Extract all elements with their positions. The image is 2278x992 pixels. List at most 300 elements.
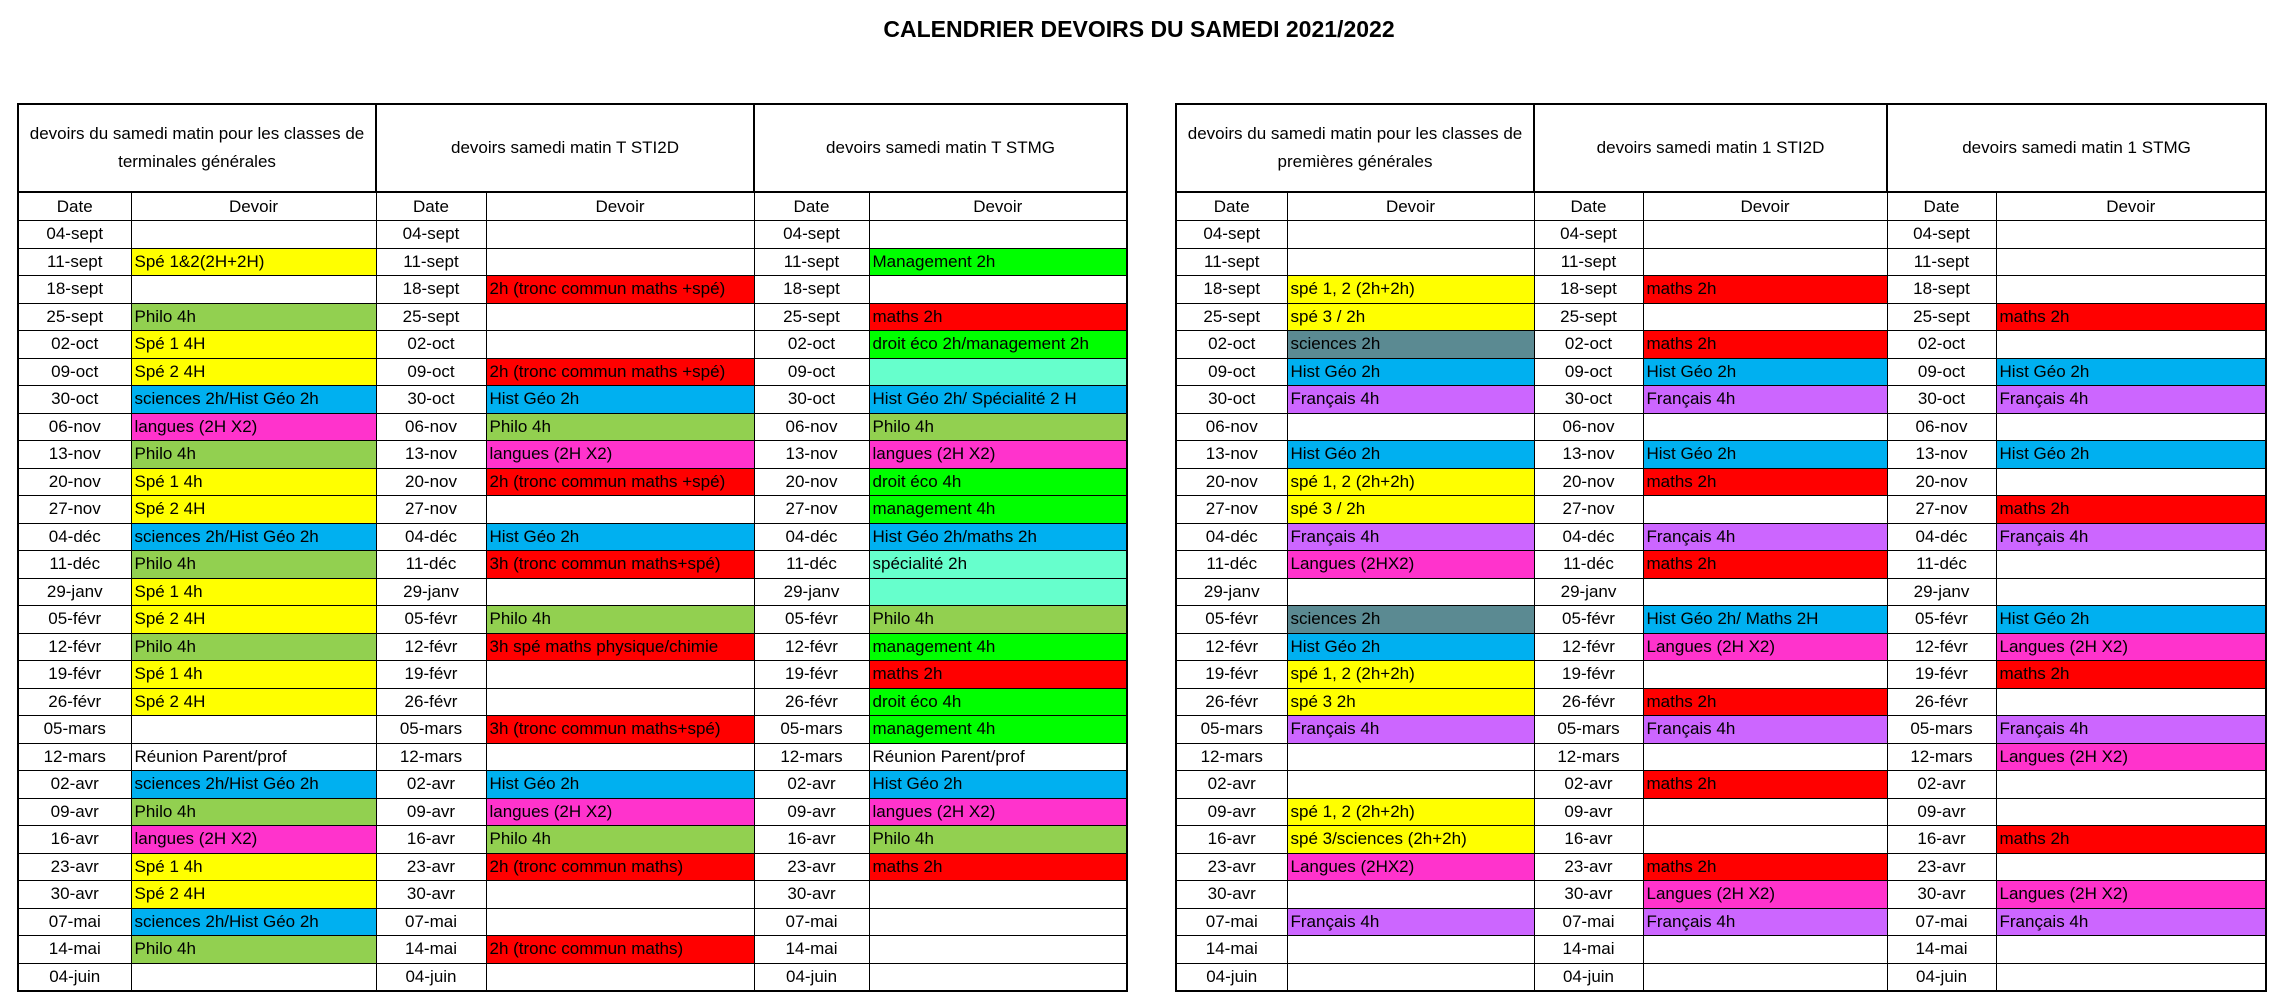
date-cell: 09-oct (1534, 358, 1643, 386)
date-cell: 11-déc (1887, 551, 1996, 579)
table-row (18, 468, 1127, 496)
devoir-cell (1287, 771, 1534, 799)
table-row (1176, 908, 2266, 936)
table-row (18, 331, 1127, 359)
date-cell: 12-févr (376, 633, 486, 661)
date-cell: 04-sept (1887, 221, 1996, 249)
devoir-cell: Spé 1 4H (131, 331, 376, 359)
date-cell: 07-mai (18, 908, 131, 936)
devoir-cell (869, 578, 1127, 606)
date-cell: 14-mai (1887, 936, 1996, 964)
date-cell: 25-sept (376, 303, 486, 331)
column-header-row (18, 192, 1127, 221)
date-cell: 20-nov (754, 468, 869, 496)
date-cell: 11-déc (376, 551, 486, 579)
date-cell: 27-nov (1887, 496, 1996, 524)
devoir-cell: spé 1, 2 (2h+2h) (1287, 798, 1534, 826)
devoir-cell: 2h (tronc commun maths) (486, 853, 754, 881)
devoir-cell: Philo 4h (131, 798, 376, 826)
devoir-cell: Philo 4h (131, 633, 376, 661)
column-header-devoir: Devoir (131, 192, 376, 221)
devoir-cell (1996, 413, 2266, 441)
date-cell: 04-juin (754, 963, 869, 991)
date-cell: 25-sept (754, 303, 869, 331)
table-row (18, 578, 1127, 606)
devoir-cell: droit éco 4h (869, 468, 1127, 496)
date-cell: 11-sept (1534, 248, 1643, 276)
premieres-calendar-table (1175, 103, 2267, 992)
date-cell: 30-avr (1534, 881, 1643, 909)
table-row (1176, 413, 2266, 441)
date-cell: 11-déc (754, 551, 869, 579)
table-row (18, 358, 1127, 386)
date-cell: 04-déc (1534, 523, 1643, 551)
date-cell: 26-févr (18, 688, 131, 716)
table-row (1176, 221, 2266, 249)
devoir-cell: Français 4h (1287, 386, 1534, 414)
date-cell: 25-sept (1176, 303, 1287, 331)
devoir-cell: Hist Géo 2h/ Spécialité 2 H (869, 386, 1127, 414)
date-cell: 30-oct (1887, 386, 1996, 414)
devoir-cell: spé 3 / 2h (1287, 303, 1534, 331)
devoir-cell (1287, 248, 1534, 276)
table-row (1176, 496, 2266, 524)
date-cell: 11-sept (1176, 248, 1287, 276)
devoir-cell: spé 3/sciences (2h+2h) (1287, 826, 1534, 854)
devoir-cell (486, 661, 754, 689)
date-cell: 27-nov (754, 496, 869, 524)
date-cell: 04-sept (1176, 221, 1287, 249)
date-cell: 02-avr (18, 771, 131, 799)
devoir-cell: maths 2h (1996, 496, 2266, 524)
date-cell: 30-avr (18, 881, 131, 909)
devoir-cell (486, 221, 754, 249)
date-cell: 02-oct (18, 331, 131, 359)
column-header-date: Date (1534, 192, 1643, 221)
devoir-cell: sciences 2h/Hist Géo 2h (131, 771, 376, 799)
devoir-cell: Langues (2H X2) (1643, 633, 1887, 661)
date-cell: 30-avr (754, 881, 869, 909)
group-header-1-stmg: devoirs samedi matin 1 STMG (1887, 104, 2266, 192)
date-cell: 02-oct (1534, 331, 1643, 359)
date-cell: 04-sept (1534, 221, 1643, 249)
date-cell: 02-oct (376, 331, 486, 359)
date-cell: 05-mars (1887, 716, 1996, 744)
date-cell: 04-déc (1887, 523, 1996, 551)
column-header-devoir: Devoir (1643, 192, 1887, 221)
devoir-cell: spé 1, 2 (2h+2h) (1287, 276, 1534, 304)
table-row (1176, 248, 2266, 276)
date-cell: 12-févr (1887, 633, 1996, 661)
date-cell: 27-nov (1176, 496, 1287, 524)
date-cell: 11-déc (1534, 551, 1643, 579)
date-cell: 23-avr (18, 853, 131, 881)
table-row (1176, 578, 2266, 606)
devoir-cell (1643, 578, 1887, 606)
date-cell: 14-mai (1176, 936, 1287, 964)
devoir-cell: Hist Géo 2h (1643, 441, 1887, 469)
devoir-cell: Spé 2 4H (131, 606, 376, 634)
date-cell: 26-févr (1887, 688, 1996, 716)
devoir-cell (1996, 551, 2266, 579)
date-cell: 29-janv (1176, 578, 1287, 606)
date-cell: 29-janv (376, 578, 486, 606)
date-cell: 12-févr (754, 633, 869, 661)
date-cell: 07-mai (1534, 908, 1643, 936)
date-cell: 09-oct (1887, 358, 1996, 386)
date-cell: 04-déc (754, 523, 869, 551)
devoir-cell: 2h (tronc commun maths +spé) (486, 468, 754, 496)
date-cell: 26-févr (1176, 688, 1287, 716)
table-row (1176, 386, 2266, 414)
date-cell: 12-mars (1887, 743, 1996, 771)
devoir-cell (1996, 221, 2266, 249)
table-row (18, 963, 1127, 991)
devoir-cell: Philo 4h (131, 936, 376, 964)
terminales-calendar-body (18, 221, 1127, 992)
date-cell: 04-juin (1176, 963, 1287, 991)
group-header-t-sti2d: devoirs samedi matin T STI2D (376, 104, 754, 192)
date-cell: 13-nov (18, 441, 131, 469)
date-cell: 07-mai (754, 908, 869, 936)
date-cell: 04-sept (376, 221, 486, 249)
date-cell: 12-févr (1534, 633, 1643, 661)
table-row (1176, 441, 2266, 469)
date-cell: 05-févr (1534, 606, 1643, 634)
date-cell: 11-sept (754, 248, 869, 276)
date-cell: 20-nov (376, 468, 486, 496)
date-cell: 05-mars (18, 716, 131, 744)
devoir-cell (131, 276, 376, 304)
devoir-cell: spécialité 2h (869, 551, 1127, 579)
date-cell: 12-mars (376, 743, 486, 771)
column-header-row (1176, 192, 2266, 221)
devoir-cell: Philo 4h (131, 441, 376, 469)
date-cell: 06-nov (376, 413, 486, 441)
devoir-cell: Hist Géo 2h (1287, 441, 1534, 469)
date-cell: 04-sept (754, 221, 869, 249)
date-cell: 09-avr (18, 798, 131, 826)
date-cell: 14-mai (754, 936, 869, 964)
table-row (18, 826, 1127, 854)
date-cell: 05-févr (376, 606, 486, 634)
devoir-cell: sciences 2h (1287, 331, 1534, 359)
date-cell: 05-mars (1534, 716, 1643, 744)
date-cell: 30-avr (1176, 881, 1287, 909)
date-cell: 04-déc (18, 523, 131, 551)
table-row (1176, 881, 2266, 909)
devoir-cell: Français 4h (1287, 908, 1534, 936)
date-cell: 30-oct (1176, 386, 1287, 414)
table-row (18, 661, 1127, 689)
table-row (1176, 798, 2266, 826)
devoir-cell: langues (2H X2) (869, 441, 1127, 469)
date-cell: 06-nov (18, 413, 131, 441)
date-cell: 27-nov (1534, 496, 1643, 524)
devoir-cell: 2h (tronc commun maths) (486, 936, 754, 964)
table-row (1176, 551, 2266, 579)
date-cell: 11-déc (1176, 551, 1287, 579)
devoir-cell: maths 2h (869, 661, 1127, 689)
date-cell: 13-nov (1534, 441, 1643, 469)
devoir-cell (1643, 661, 1887, 689)
date-cell: 30-oct (1534, 386, 1643, 414)
date-cell: 27-nov (376, 496, 486, 524)
table-row (18, 303, 1127, 331)
devoir-cell: Langues (2HX2) (1287, 551, 1534, 579)
date-cell: 14-mai (376, 936, 486, 964)
date-cell: 26-févr (1534, 688, 1643, 716)
devoir-cell (486, 881, 754, 909)
devoir-cell: Français 4h (1287, 716, 1534, 744)
devoir-cell (869, 276, 1127, 304)
devoir-cell (869, 936, 1127, 964)
devoir-cell (1643, 413, 1887, 441)
devoir-cell: Hist Géo 2h (1996, 441, 2266, 469)
date-cell: 02-avr (1887, 771, 1996, 799)
devoir-cell: maths 2h (1643, 276, 1887, 304)
date-cell: 12-févr (18, 633, 131, 661)
devoir-cell: droit éco 4h (869, 688, 1127, 716)
date-cell: 04-sept (18, 221, 131, 249)
devoir-cell: Langues (2H X2) (1996, 743, 2266, 771)
table-row (1176, 743, 2266, 771)
date-cell: 13-nov (754, 441, 869, 469)
devoir-cell: Hist Géo 2h (1996, 358, 2266, 386)
table-row (1176, 936, 2266, 964)
date-cell: 11-sept (1887, 248, 1996, 276)
date-cell: 12-févr (1176, 633, 1287, 661)
date-cell: 16-avr (18, 826, 131, 854)
devoir-cell (869, 963, 1127, 991)
devoir-cell: spé 1, 2 (2h+2h) (1287, 468, 1534, 496)
devoir-cell: 2h (tronc commun maths +spé) (486, 276, 754, 304)
devoir-cell: sciences 2h/Hist Géo 2h (131, 523, 376, 551)
date-cell: 05-mars (754, 716, 869, 744)
table-row (18, 386, 1127, 414)
devoir-cell: management 4h (869, 716, 1127, 744)
date-cell: 02-oct (1176, 331, 1287, 359)
devoir-cell: 2h (tronc commun maths +spé) (486, 358, 754, 386)
devoir-cell: Spé 2 4H (131, 358, 376, 386)
premieres-calendar-body (1176, 221, 2266, 992)
devoir-cell (869, 881, 1127, 909)
devoir-cell: maths 2h (1643, 468, 1887, 496)
devoir-cell (1996, 936, 2266, 964)
devoir-cell: Philo 4h (131, 303, 376, 331)
date-cell: 18-sept (1887, 276, 1996, 304)
devoir-cell (1643, 303, 1887, 331)
date-cell: 23-avr (754, 853, 869, 881)
devoir-cell (1643, 221, 1887, 249)
table-row (18, 413, 1127, 441)
devoir-cell: maths 2h (1643, 331, 1887, 359)
table-row (18, 551, 1127, 579)
devoir-cell: Hist Géo 2h/ Maths 2H (1643, 606, 1887, 634)
date-cell: 05-févr (18, 606, 131, 634)
date-cell: 16-avr (1176, 826, 1287, 854)
devoir-cell (1643, 248, 1887, 276)
date-cell: 09-oct (1176, 358, 1287, 386)
date-cell: 06-nov (754, 413, 869, 441)
table-row (18, 688, 1127, 716)
devoir-cell (1996, 248, 2266, 276)
devoir-cell (1996, 963, 2266, 991)
devoir-cell (869, 221, 1127, 249)
column-header-date: Date (18, 192, 131, 221)
devoir-cell: sciences 2h (1287, 606, 1534, 634)
date-cell: 04-déc (1176, 523, 1287, 551)
devoir-cell (1643, 743, 1887, 771)
table-row (18, 908, 1127, 936)
devoir-cell: Philo 4h (486, 606, 754, 634)
devoir-cell: maths 2h (869, 303, 1127, 331)
group-header-row (18, 104, 1127, 192)
date-cell: 04-juin (376, 963, 486, 991)
table-row (18, 441, 1127, 469)
devoir-cell (1643, 936, 1887, 964)
devoir-cell: Philo 4h (869, 413, 1127, 441)
date-cell: 12-mars (754, 743, 869, 771)
devoir-cell: Spé 2 4H (131, 496, 376, 524)
group-header-terminales-generales: devoirs du samedi matin pour les classes de terminales générales (18, 104, 376, 192)
group-header-row (1176, 104, 2266, 192)
devoir-cell: maths 2h (1643, 853, 1887, 881)
devoir-cell: langues (2H X2) (486, 798, 754, 826)
devoir-cell (1996, 853, 2266, 881)
date-cell: 05-févr (754, 606, 869, 634)
date-cell: 05-mars (1176, 716, 1287, 744)
date-cell: 04-juin (18, 963, 131, 991)
devoir-cell: Philo 4h (131, 551, 376, 579)
column-header-date: Date (754, 192, 869, 221)
devoir-cell: Réunion Parent/prof (869, 743, 1127, 771)
table-row (18, 771, 1127, 799)
column-header-devoir: Devoir (1287, 192, 1534, 221)
date-cell: 25-sept (1887, 303, 1996, 331)
date-cell: 04-juin (1534, 963, 1643, 991)
date-cell: 26-févr (376, 688, 486, 716)
devoir-cell (486, 303, 754, 331)
devoir-cell: Spé 1 4h (131, 468, 376, 496)
devoir-cell: maths 2h (1643, 771, 1887, 799)
page-title: CALENDRIER DEVOIRS DU SAMEDI 2021/2022 (883, 16, 1395, 42)
devoir-cell: Hist Géo 2h (486, 386, 754, 414)
devoir-cell: Hist Géo 2h (869, 771, 1127, 799)
devoir-cell (1643, 826, 1887, 854)
table-row (18, 633, 1127, 661)
devoir-cell: Philo 4h (869, 606, 1127, 634)
date-cell: 18-sept (1176, 276, 1287, 304)
date-cell: 11-sept (18, 248, 131, 276)
devoir-cell: Philo 4h (486, 413, 754, 441)
date-cell: 20-nov (18, 468, 131, 496)
date-cell: 19-févr (1534, 661, 1643, 689)
date-cell: 30-avr (1887, 881, 1996, 909)
devoir-cell (486, 743, 754, 771)
date-cell: 07-mai (1176, 908, 1287, 936)
table-row (18, 523, 1127, 551)
devoir-cell: Spé 1 4h (131, 578, 376, 606)
devoir-cell (131, 716, 376, 744)
date-cell: 20-nov (1176, 468, 1287, 496)
table-row (18, 798, 1127, 826)
column-header-devoir: Devoir (1996, 192, 2266, 221)
devoir-cell (486, 688, 754, 716)
devoir-cell: Français 4h (1643, 716, 1887, 744)
devoir-cell: management 4h (869, 496, 1127, 524)
devoir-cell: Langues (2H X2) (1996, 633, 2266, 661)
table-row (18, 276, 1127, 304)
devoir-cell: langues (2H X2) (486, 441, 754, 469)
devoir-cell: Français 4h (1287, 523, 1534, 551)
devoir-cell: Français 4h (1996, 386, 2266, 414)
devoir-cell (1287, 578, 1534, 606)
devoir-cell: Français 4h (1996, 716, 2266, 744)
devoir-cell (1996, 798, 2266, 826)
devoir-cell: Hist Géo 2h (1643, 358, 1887, 386)
group-header-1-sti2d: devoirs samedi matin 1 STI2D (1534, 104, 1887, 192)
devoir-cell: Français 4h (1643, 908, 1887, 936)
group-header-t-stmg: devoirs samedi matin T STMG (754, 104, 1127, 192)
date-cell: 16-avr (1887, 826, 1996, 854)
table-row (18, 853, 1127, 881)
devoir-cell (1643, 496, 1887, 524)
devoir-cell (1996, 578, 2266, 606)
table-row (18, 221, 1127, 249)
table-row (18, 716, 1127, 744)
date-cell: 29-janv (1887, 578, 1996, 606)
devoir-cell: maths 2h (1643, 688, 1887, 716)
date-cell: 30-oct (376, 386, 486, 414)
date-cell: 29-janv (1534, 578, 1643, 606)
column-header-date: Date (1176, 192, 1287, 221)
date-cell: 30-avr (376, 881, 486, 909)
devoir-cell (869, 358, 1127, 386)
table-row (18, 606, 1127, 634)
devoir-cell: Management 2h (869, 248, 1127, 276)
date-cell: 09-avr (376, 798, 486, 826)
date-cell: 18-sept (18, 276, 131, 304)
devoir-cell: Philo 4h (486, 826, 754, 854)
column-header-devoir: Devoir (486, 192, 754, 221)
date-cell: 06-nov (1887, 413, 1996, 441)
table-row (1176, 358, 2266, 386)
table-row (1176, 716, 2266, 744)
terminales-calendar-table (17, 103, 1128, 992)
date-cell: 27-nov (18, 496, 131, 524)
date-cell: 02-avr (754, 771, 869, 799)
devoir-cell: droit éco 2h/management 2h (869, 331, 1127, 359)
table-row (1176, 633, 2266, 661)
devoir-cell: Philo 4h (869, 826, 1127, 854)
devoir-cell: Français 4h (1643, 386, 1887, 414)
devoir-cell: sciences 2h/Hist Géo 2h (131, 386, 376, 414)
date-cell: 19-févr (754, 661, 869, 689)
date-cell: 30-oct (18, 386, 131, 414)
devoir-cell (1287, 881, 1534, 909)
table-row (18, 936, 1127, 964)
date-cell: 09-avr (1887, 798, 1996, 826)
table-row (1176, 661, 2266, 689)
devoir-cell (1996, 276, 2266, 304)
date-cell: 19-févr (18, 661, 131, 689)
date-cell: 11-sept (376, 248, 486, 276)
table-row (1176, 853, 2266, 881)
devoir-cell: maths 2h (1643, 551, 1887, 579)
column-header-date: Date (376, 192, 486, 221)
devoir-cell (1287, 936, 1534, 964)
